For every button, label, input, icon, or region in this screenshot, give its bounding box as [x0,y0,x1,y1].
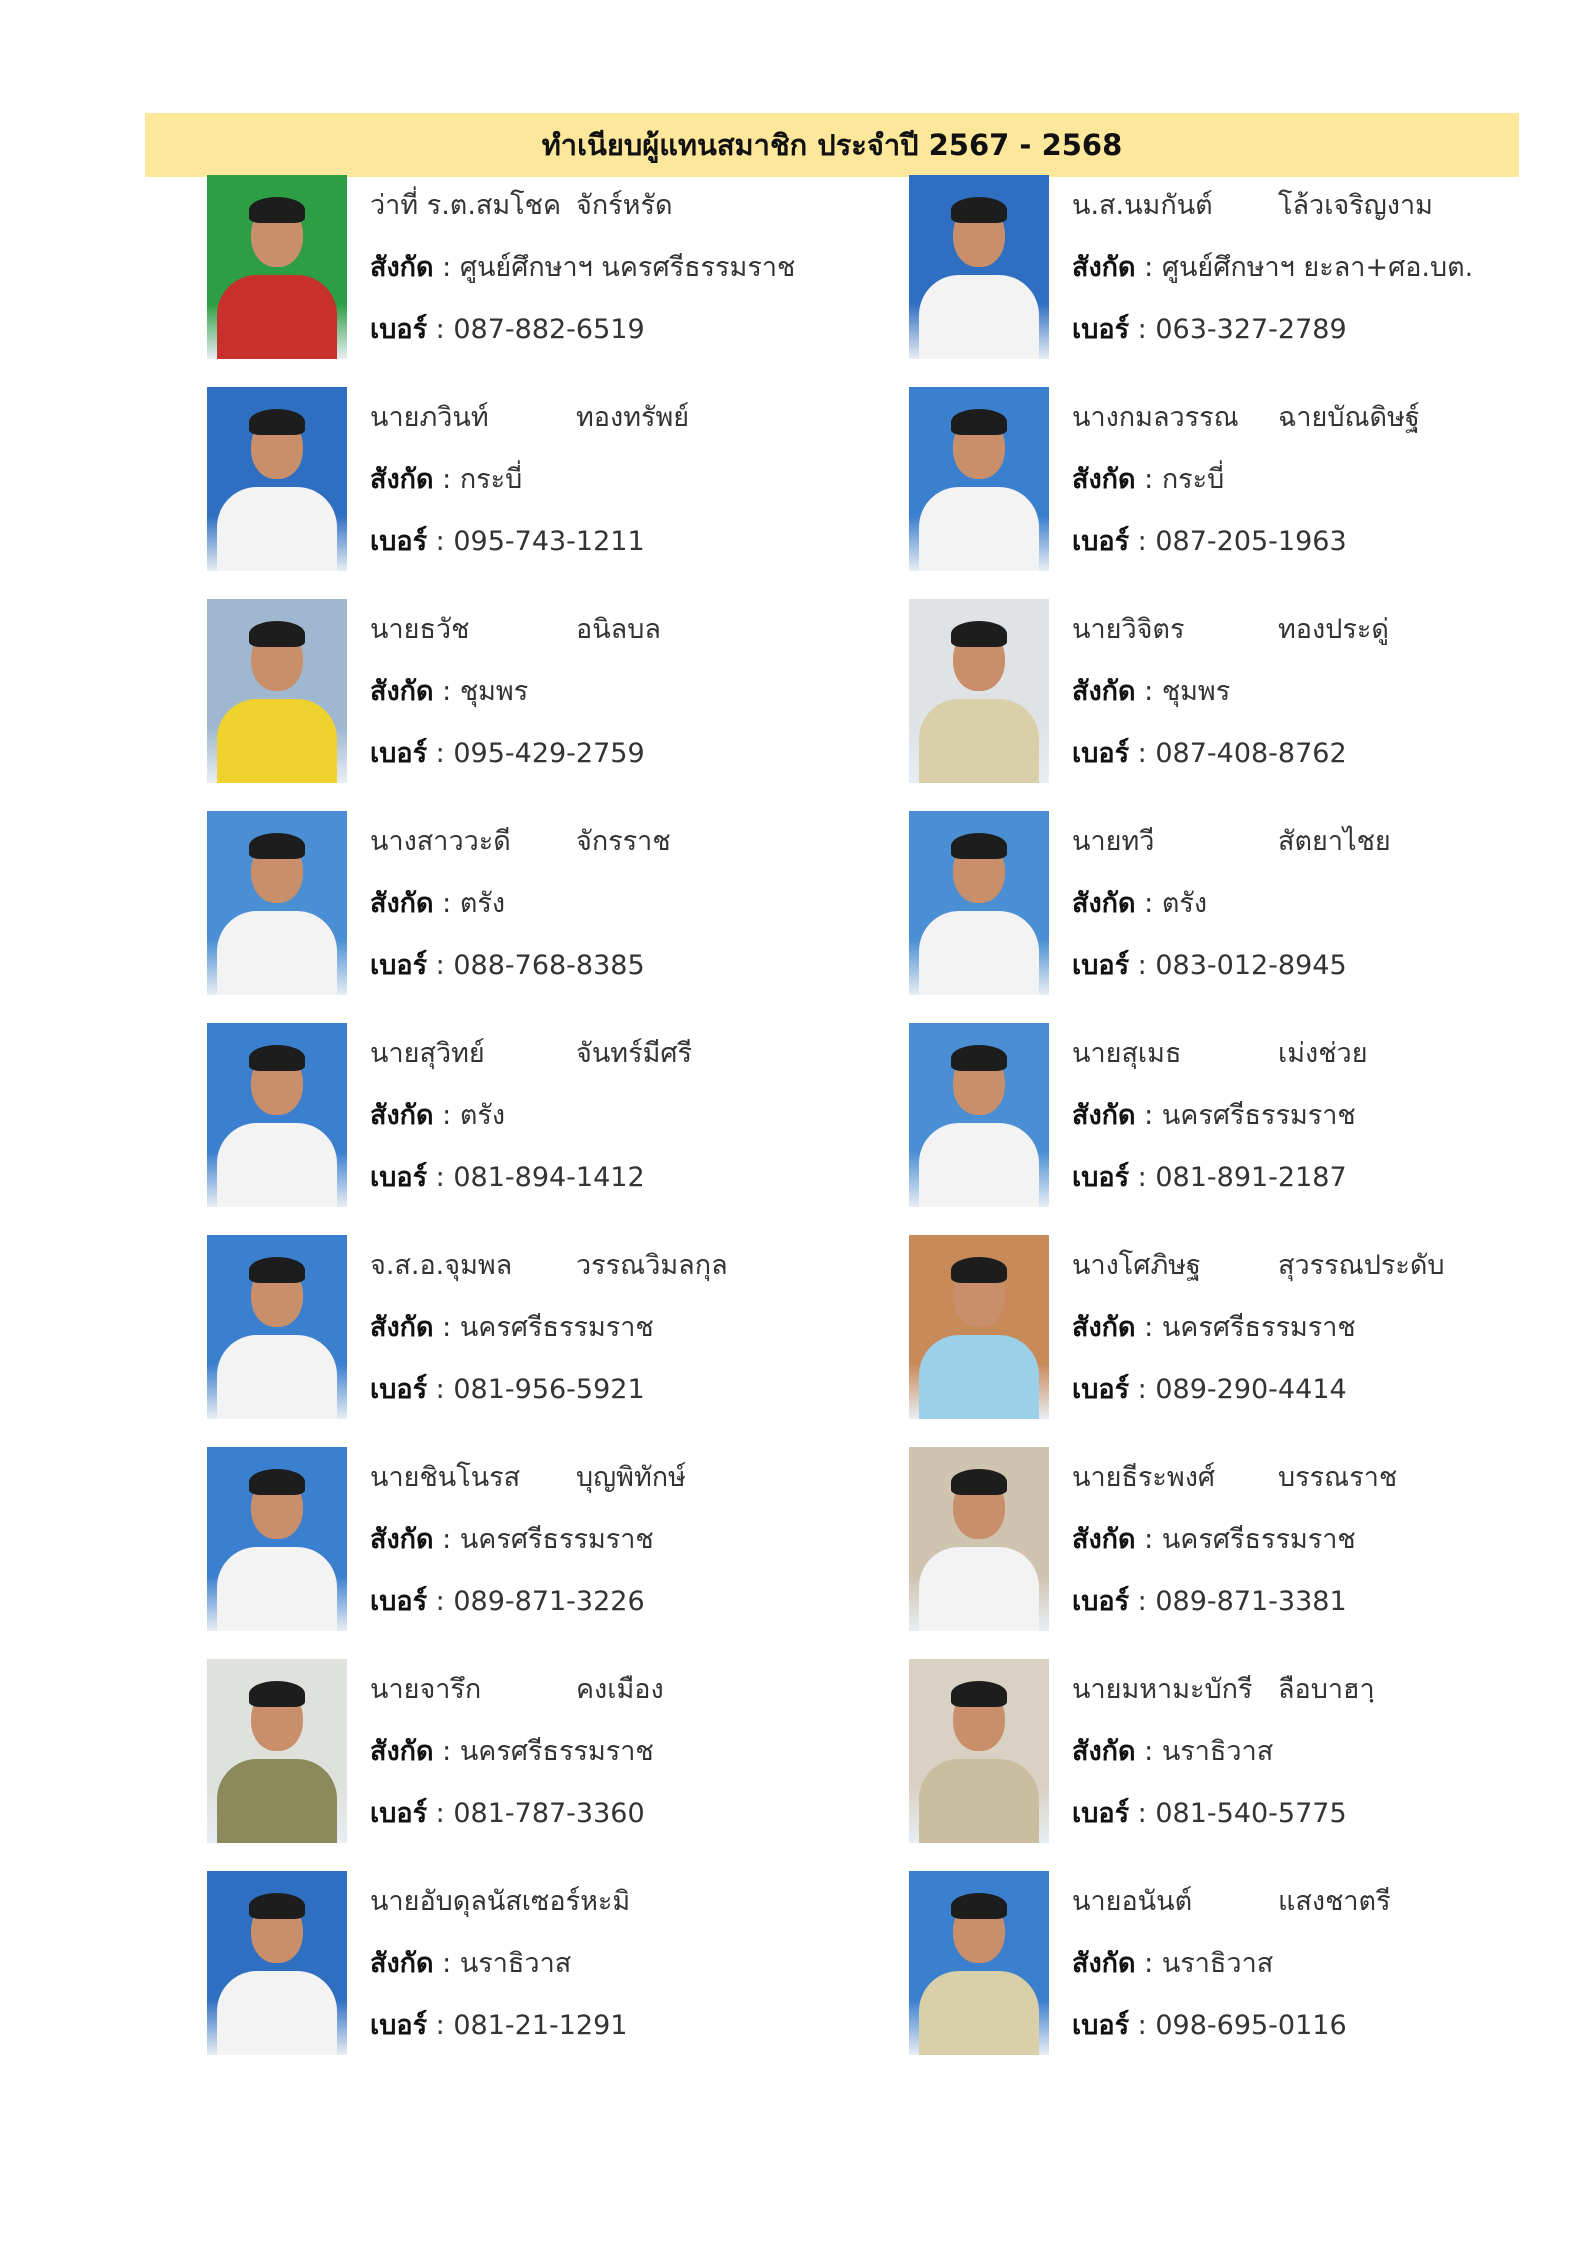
member-photo [207,1659,347,1843]
member-phone-line [370,1155,645,1198]
label-separator: : [1135,1736,1162,1767]
member-surname: คงเมือง [576,1674,664,1705]
label-separator: : [1129,1162,1156,1193]
label-separator: : [1129,950,1156,981]
person-body-shape [217,699,337,783]
member-surname: ลือบาฮาฺ [1278,1674,1375,1705]
member-card [909,599,1587,789]
member-phone: 063-327-2789 [1155,314,1347,345]
phone-label: เบอร์ [1072,1162,1130,1193]
member-card [207,387,927,577]
person-hair-shape [249,1469,305,1495]
member-card [207,1659,927,1849]
phone-label: เบอร์ [1072,950,1130,981]
member-phone: 089-290-4414 [1155,1374,1347,1405]
member-phone: 087-205-1963 [1155,526,1347,557]
member-affiliation: นครศรีธรรมราช [1161,1100,1356,1131]
page-title: ทำเนียบผู้แทนสมาชิก ประจำปี 2567 - 2568 [145,113,1519,177]
member-name: นายอนันต์ [1072,1886,1193,1917]
label-separator: : [433,464,460,495]
member-affiliation-line [1072,457,1224,500]
label-separator: : [433,1100,460,1131]
member-surname: สุวรรณประดับ [1278,1250,1445,1281]
person-body-shape [217,1759,337,1843]
member-photo [909,387,1049,571]
member-card [909,1235,1587,1425]
member-phone: 088-768-8385 [453,950,645,981]
label-separator: : [433,676,460,707]
member-affiliation: นครศรีธรรมราช [1161,1524,1356,1555]
member-phone-line [370,2003,627,2046]
person-hair-shape [249,1257,305,1283]
member-phone: 087-408-8762 [1155,738,1347,769]
member-card [909,175,1587,365]
member-name: นายชินโนรส [370,1462,521,1493]
member-name-line [1072,1879,1391,1922]
label-separator: : [427,1798,454,1829]
member-card [207,811,927,1001]
member-phone-line [370,943,645,986]
person-hair-shape [951,197,1007,223]
member-affiliation: ชุมพร [1161,676,1231,707]
member-photo [909,1023,1049,1207]
member-name: นางสาววะดี [370,826,511,857]
affiliation-label: สังกัด [1072,676,1136,707]
member-name-line [1072,607,1389,650]
member-name-line [1072,1667,1375,1710]
person-hair-shape [249,833,305,859]
member-affiliation-line [370,1093,505,1136]
member-affiliation-line [1072,1093,1356,1136]
person-body-shape [919,1759,1039,1843]
person-hair-shape [951,1893,1007,1919]
person-body-shape [919,487,1039,571]
member-card [207,599,927,789]
person-body-shape [919,1547,1039,1631]
member-photo [909,175,1049,359]
label-separator: : [1129,1374,1156,1405]
member-name: จ.ส.อ.จุมพล [370,1250,513,1281]
member-card [207,1871,927,2061]
phone-label: เบอร์ [370,2010,428,2041]
label-separator: : [427,1586,454,1617]
phone-label: เบอร์ [1072,314,1130,345]
member-name: นายภวินท์ [370,402,489,433]
person-hair-shape [249,409,305,435]
member-photo [909,1659,1049,1843]
member-phone: 087-882-6519 [453,314,645,345]
member-phone-line [1072,1155,1347,1198]
member-affiliation: ชุมพร [459,676,529,707]
member-affiliation-line [370,669,528,712]
member-surname: เม่งช่วย [1278,1038,1368,1069]
label-separator: : [1129,1586,1156,1617]
member-affiliation-line [1072,1941,1273,1984]
member-phone: 081-540-5775 [1155,1798,1347,1829]
affiliation-label: สังกัด [1072,1948,1136,1979]
affiliation-label: สังกัด [1072,1100,1136,1131]
affiliation-label: สังกัด [370,676,434,707]
affiliation-label: สังกัด [1072,1736,1136,1767]
member-name-line [370,1879,630,1922]
person-body-shape [919,1335,1039,1419]
member-phone-line [370,731,645,774]
member-phone: 095-429-2759 [453,738,645,769]
member-photo [207,599,347,783]
member-photo [207,1447,347,1631]
label-separator: : [427,2010,454,2041]
person-hair-shape [951,1045,1007,1071]
member-affiliation: นครศรีธรรมราช [1161,1312,1356,1343]
label-separator: : [1135,1948,1162,1979]
label-separator: : [1135,676,1162,707]
member-card [207,1023,927,1213]
person-body-shape [217,1335,337,1419]
member-affiliation-line [1072,1729,1273,1772]
member-phone: 081-787-3360 [453,1798,645,1829]
label-separator: : [433,1948,460,1979]
member-photo [909,599,1049,783]
phone-label: เบอร์ [1072,1374,1130,1405]
member-phone-line [370,1791,645,1834]
person-hair-shape [951,1257,1007,1283]
person-body-shape [919,275,1039,359]
affiliation-label: สังกัด [370,1312,434,1343]
person-body-shape [919,1971,1039,2055]
person-hair-shape [249,197,305,223]
phone-label: เบอร์ [1072,1586,1130,1617]
member-name-line [370,395,690,438]
person-hair-shape [951,1469,1007,1495]
label-separator: : [427,314,454,345]
member-phone: 089-871-3226 [453,1586,645,1617]
member-surname: ทองทรัพย์ [576,402,690,433]
member-phone-line [370,1579,645,1622]
affiliation-label: สังกัด [1072,888,1136,919]
member-surname: จักรราช [576,826,671,857]
phone-label: เบอร์ [1072,1798,1130,1829]
member-phone-line [370,519,645,562]
member-surname: บุญพิทักษ์ [576,1462,686,1493]
member-phone-line [1072,2003,1347,2046]
phone-label: เบอร์ [1072,526,1130,557]
person-body-shape [217,275,337,359]
phone-label: เบอร์ [370,1374,428,1405]
label-separator: : [1129,738,1156,769]
affiliation-label: สังกัด [370,1100,434,1131]
label-separator: : [1135,252,1162,283]
label-separator: : [1135,1524,1162,1555]
affiliation-label: สังกัด [370,1736,434,1767]
member-name: นายอับดุลนัสเซอร์หะมิ [370,1886,631,1917]
person-body-shape [217,911,337,995]
member-affiliation-line [370,1517,654,1560]
member-name-line [370,1667,664,1710]
member-phone: 081-21-1291 [453,2010,628,2041]
member-card [909,387,1587,577]
member-affiliation-line [1072,245,1473,288]
member-affiliation: ตรัง [459,888,506,919]
member-phone-line [1072,1579,1347,1622]
person-hair-shape [951,409,1007,435]
member-phone: 089-871-3381 [1155,1586,1347,1617]
member-name-line [370,1243,728,1286]
member-card [207,1235,927,1425]
phone-label: เบอร์ [370,314,428,345]
member-surname: จักร์หรัด [576,190,673,221]
member-phone: 081-891-2187 [1155,1162,1347,1193]
member-affiliation: กระบี่ [1161,464,1225,495]
member-name-line [370,1031,693,1074]
member-name-line [1072,1455,1398,1498]
person-hair-shape [951,1681,1007,1707]
member-surname: วรรณวิมลกุล [576,1250,728,1281]
member-phone: 098-695-0116 [1155,2010,1347,2041]
member-name: น.ส.นมกันต์ [1072,190,1213,221]
member-photo [207,1871,347,2055]
member-surname: ทองประดู่ [1278,614,1389,645]
affiliation-label: สังกัด [1072,1524,1136,1555]
member-surname: อนิลบล [576,614,661,645]
member-name: นายวิจิตร [1072,614,1185,645]
member-photo [207,811,347,995]
label-separator: : [427,738,454,769]
phone-label: เบอร์ [370,1798,428,1829]
member-affiliation: นราธิวาส [1161,1948,1274,1979]
label-separator: : [1129,314,1156,345]
affiliation-label: สังกัด [1072,1312,1136,1343]
member-name-line [370,607,661,650]
member-phone-line [1072,731,1347,774]
member-affiliation-line [370,245,795,288]
member-phone-line [1072,1367,1347,1410]
label-separator: : [1135,888,1162,919]
member-name: นางกมลวรรณ [1072,402,1239,433]
label-separator: : [433,1312,460,1343]
member-name: ว่าที่ ร.ต.สมโชค [370,190,562,221]
label-separator: : [1135,1100,1162,1131]
person-hair-shape [951,621,1007,647]
person-body-shape [919,699,1039,783]
member-card [207,1447,927,1637]
person-body-shape [217,487,337,571]
member-affiliation-line [370,1729,654,1772]
member-affiliation: นราธิวาส [1161,1736,1274,1767]
member-name: นางโศภิษฐ [1072,1250,1201,1281]
label-separator: : [433,252,460,283]
affiliation-label: สังกัด [370,464,434,495]
affiliation-label: สังกัด [370,252,434,283]
phone-label: เบอร์ [1072,2010,1130,2041]
label-separator: : [433,1736,460,1767]
member-affiliation-line [1072,1517,1356,1560]
person-hair-shape [951,833,1007,859]
member-name: นายทวี [1072,826,1155,857]
member-name-line [370,819,671,862]
member-name: นายสุวิทย์ [370,1038,485,1069]
member-affiliation: ตรัง [459,1100,506,1131]
member-affiliation-line [370,457,522,500]
member-affiliation: นครศรีธรรมราช [459,1312,654,1343]
label-separator: : [427,1162,454,1193]
member-name: นายมหามะบักรี [1072,1674,1253,1705]
phone-label: เบอร์ [370,738,428,769]
member-affiliation: นราธิวาส [459,1948,572,1979]
member-name: นายจารึก [370,1674,482,1705]
label-separator: : [433,888,460,919]
label-separator: : [427,526,454,557]
person-hair-shape [249,1893,305,1919]
member-affiliation-line [1072,669,1230,712]
member-phone: 081-894-1412 [453,1162,645,1193]
member-phone: 095-743-1211 [453,526,645,557]
member-card [909,811,1587,1001]
member-surname: โล้วเจริญงาม [1278,190,1433,221]
label-separator: : [1129,526,1156,557]
member-affiliation-line [1072,1305,1356,1348]
member-photo [909,1235,1049,1419]
member-photo [207,387,347,571]
person-body-shape [919,911,1039,995]
member-name: นายธีระพงศ์ [1072,1462,1216,1493]
label-separator: : [1129,2010,1156,2041]
phone-label: เบอร์ [370,1162,428,1193]
person-hair-shape [249,1681,305,1707]
person-hair-shape [249,1045,305,1071]
member-name: นายสุเมธ [1072,1038,1182,1069]
affiliation-label: สังกัด [370,1524,434,1555]
affiliation-label: สังกัด [1072,464,1136,495]
member-phone-line [1072,519,1347,562]
member-name-line [1072,1243,1445,1286]
member-phone-line [1072,1791,1347,1834]
member-name-line [1072,183,1433,226]
affiliation-label: สังกัด [370,888,434,919]
member-card [207,175,927,365]
label-separator: : [427,1374,454,1405]
member-photo [909,1447,1049,1631]
member-phone-line [370,307,645,350]
person-body-shape [919,1123,1039,1207]
label-separator: : [1135,464,1162,495]
person-body-shape [217,1547,337,1631]
member-phone: 083-012-8945 [1155,950,1347,981]
member-photo [909,1871,1049,2055]
member-affiliation-line [370,1941,571,1984]
label-separator: : [1129,1798,1156,1829]
affiliation-label: สังกัด [1072,252,1136,283]
member-affiliation-line [1072,881,1207,924]
member-name-line [1072,395,1420,438]
member-surname: บรรณราช [1278,1462,1398,1493]
member-name-line [1072,819,1391,862]
member-name-line [370,1455,686,1498]
member-affiliation-line [370,1305,654,1348]
member-surname: จันทร์มีศรี [576,1038,693,1069]
member-card [909,1659,1587,1849]
member-phone-line [1072,943,1347,986]
member-phone: 081-956-5921 [453,1374,645,1405]
member-photo [207,1235,347,1419]
label-separator: : [427,950,454,981]
member-card [909,1871,1587,2061]
person-hair-shape [249,621,305,647]
member-name-line [1072,1031,1368,1074]
member-card [909,1023,1587,1213]
member-photo [207,175,347,359]
member-photo [207,1023,347,1207]
phone-label: เบอร์ [370,526,428,557]
label-separator: : [433,1524,460,1555]
member-affiliation: ตรัง [1161,888,1208,919]
member-surname: ฉายบัณดิษฐ์ [1278,402,1420,433]
phone-label: เบอร์ [370,950,428,981]
member-surname: สัตยาไชย [1278,826,1391,857]
member-phone-line [370,1367,645,1410]
label-separator: : [1135,1312,1162,1343]
person-body-shape [217,1123,337,1207]
member-surname: แสงชาตรี [1278,1886,1391,1917]
member-affiliation: นครศรีธรรมราช [459,1736,654,1767]
member-affiliation: ศูนย์ศึกษาฯ ยะลา+ศอ.บต. [1161,252,1474,283]
member-card [909,1447,1587,1637]
phone-label: เบอร์ [370,1586,428,1617]
member-name: นายธวัช [370,614,470,645]
member-photo [909,811,1049,995]
affiliation-label: สังกัด [370,1948,434,1979]
member-affiliation: ศูนย์ศึกษาฯ นครศรีธรรมราช [459,252,796,283]
member-affiliation: นครศรีธรรมราช [459,1524,654,1555]
person-body-shape [217,1971,337,2055]
phone-label: เบอร์ [1072,738,1130,769]
member-affiliation: กระบี่ [459,464,523,495]
member-name-line [370,183,673,226]
member-phone-line [1072,307,1347,350]
member-affiliation-line [370,881,505,924]
